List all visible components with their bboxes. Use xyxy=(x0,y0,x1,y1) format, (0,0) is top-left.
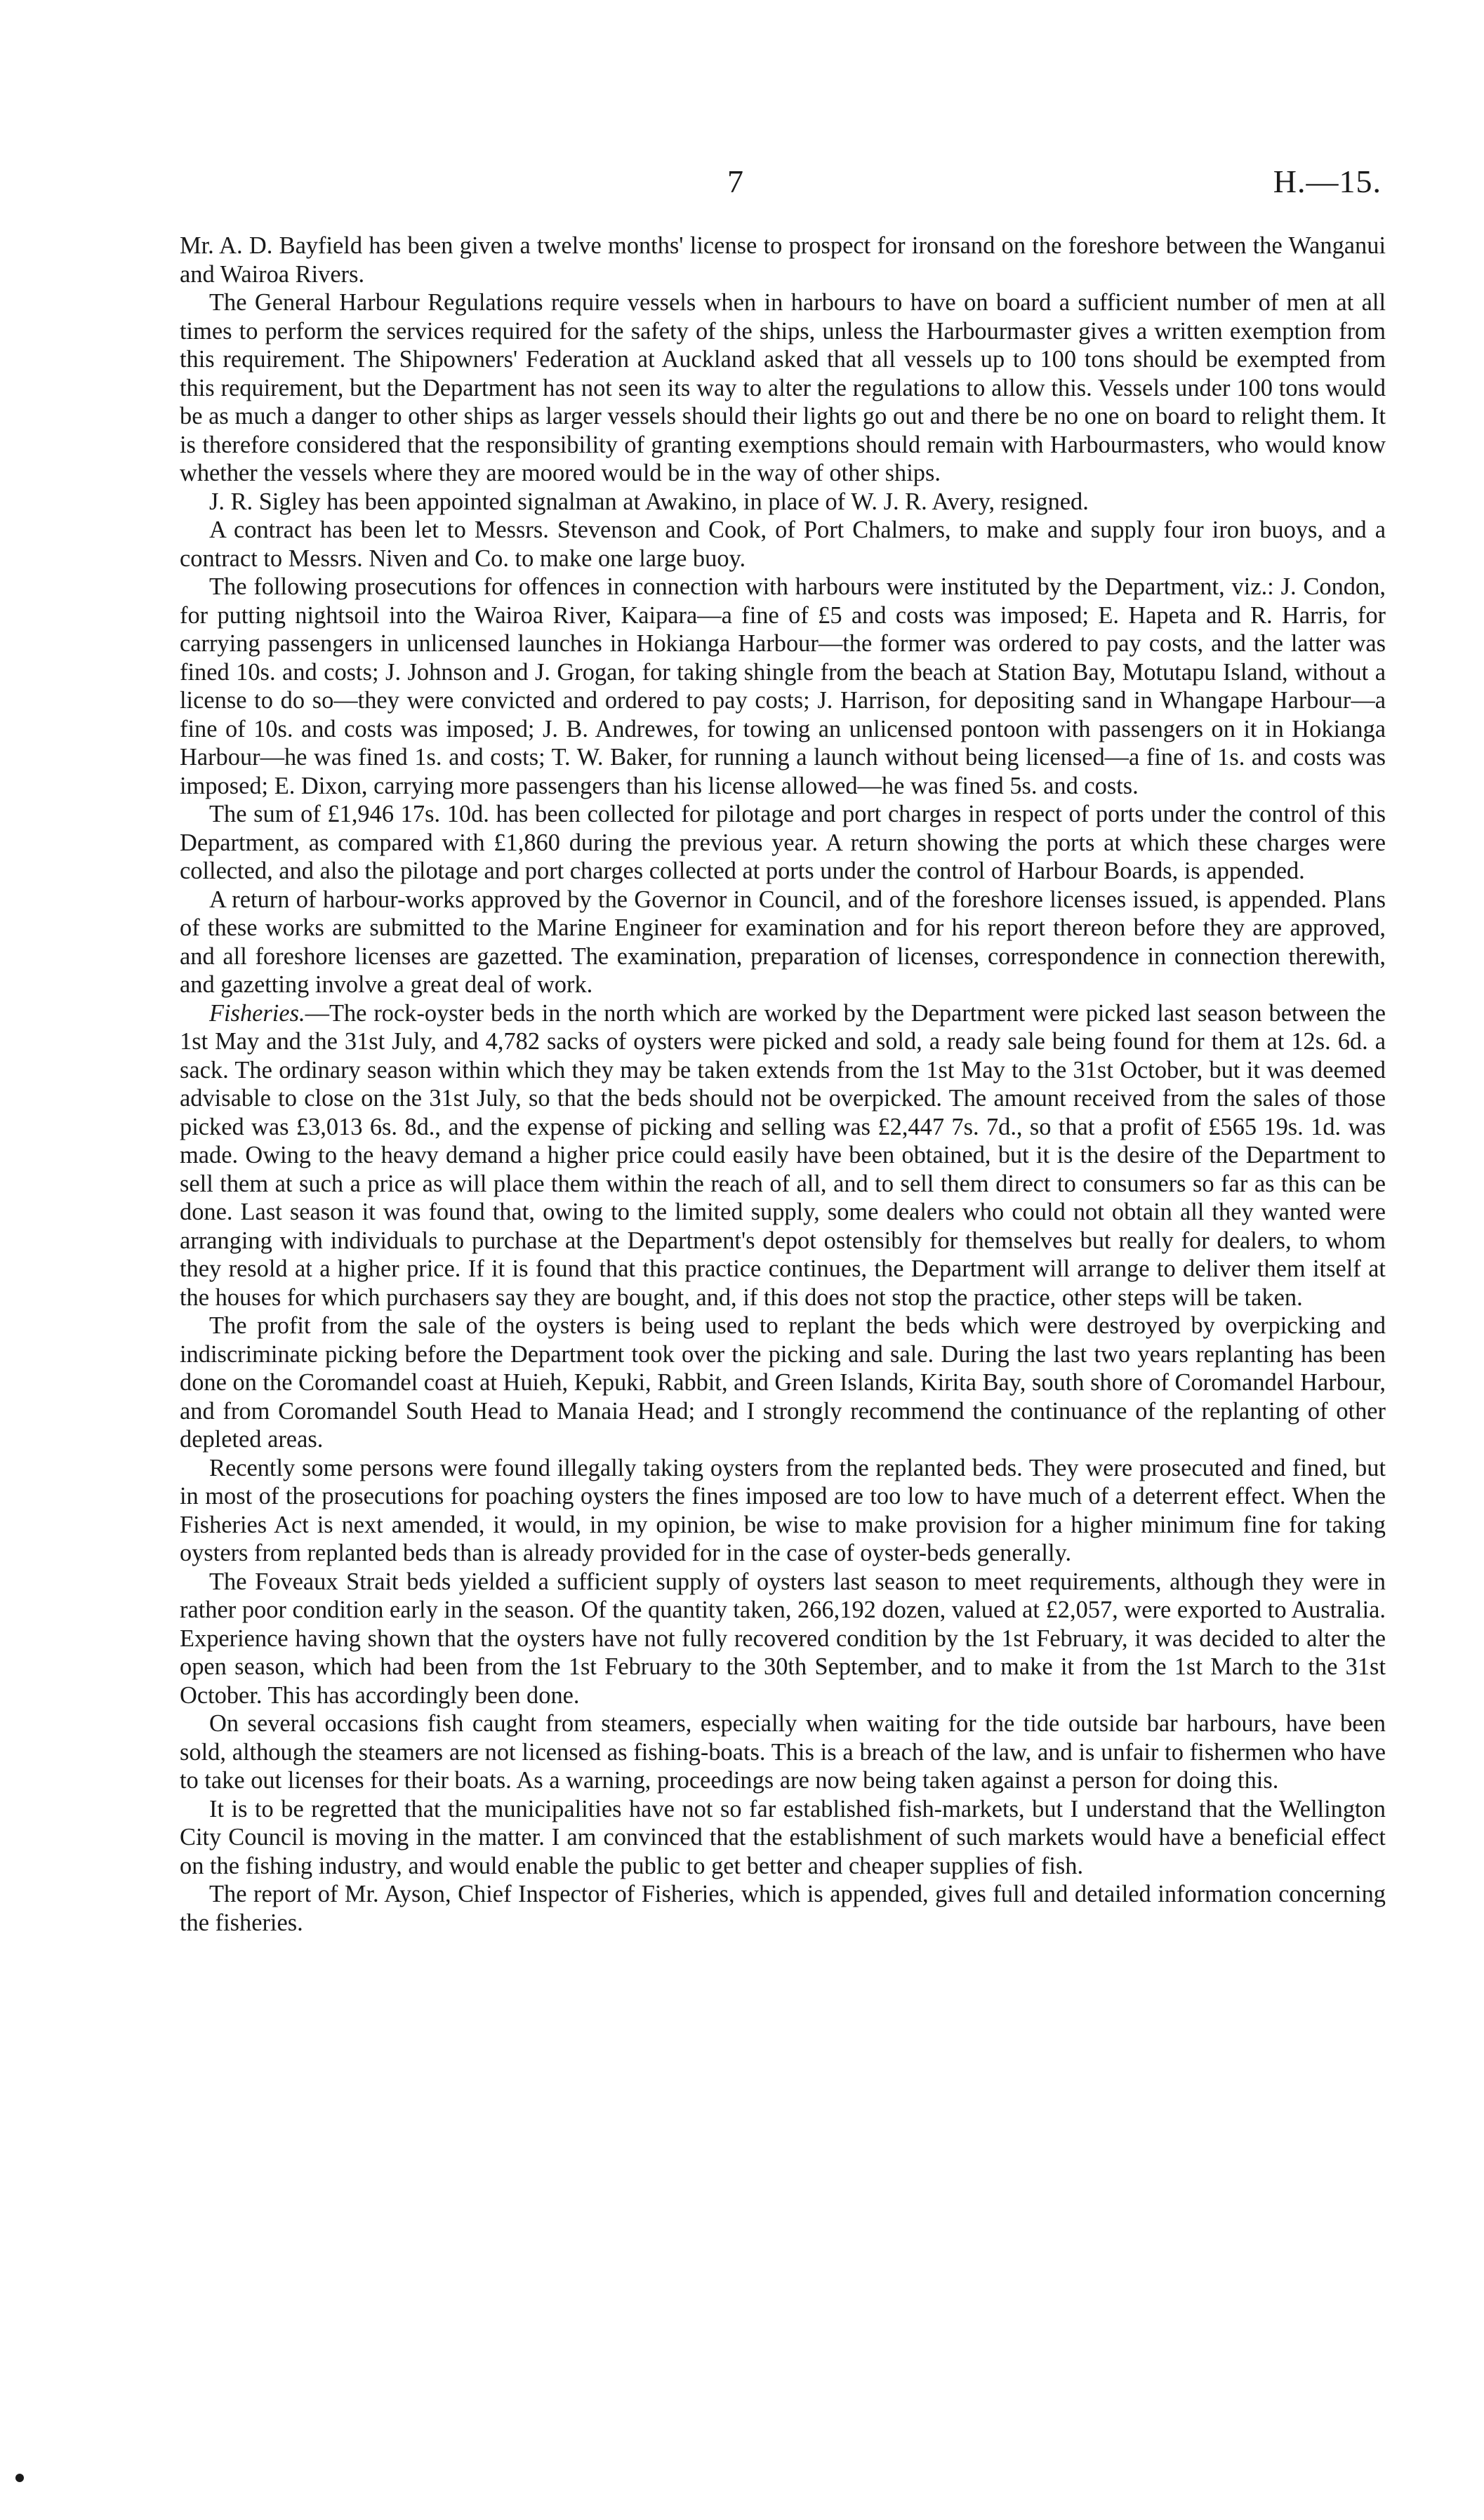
paragraph-harbour-works: A return of harbour-works approved by the Governor in Council, and of the foreshore licenses issued, is appended. Plans of these works are submitted to the Marine Engineer for examination and for his report thereon before they are approved, and all foreshore licenses are gazetted. The examination, preparation of licenses, correspondence in connection therewith, and gazetting involve a great deal of work. xyxy=(180,886,1386,998)
paragraph-prosecutions: The following prosecutions for offences in connection with harbours were instituted by the Department, viz.: J. Condon, for putting nightsoil into the Wairoa River, Kaipara—a fine of £5 and costs was imposed; E. Hapeta and R. Harris, for carrying passengers in unlicensed launches in Hokianga Harbour—the former was ordered to pay costs, and the latter was fined 10s. and costs; J. Johnson and J. Grogan, for taking shingle from the beach at Station Bay, Motutapu Island, without a license to do so—they were convicted and ordered to pay costs; J. Harrison, for depositing sand in Whangape Harbour—a fine of 10s. and costs was imposed; J. B. Andrewes, for towing an unlicensed pontoon with passengers on it in Hokianga Harbour—he was fined 1s. and costs; T. W. Baker, for running a launch without being licensed—a fine of 1s. and costs was imposed; E. Dixon, carrying more passengers than his license allowed—he was fined 5s. and costs. xyxy=(180,573,1386,799)
document-body xyxy=(180,232,1386,1937)
paragraph-pilotage-charges: The sum of £1,946 17s. 10d. has been collected for pilotage and port charges in respect of ports under the control of this Department, as compared with £1,860 during the previous year. A return showing the ports at which these charges were collected, and also the pilotage and port charges collected at ports under the control of Harbour Boards, is appended. xyxy=(180,801,1386,884)
margin-mark xyxy=(15,2474,24,2482)
section-heading-fisheries: Fisheries. xyxy=(209,999,305,1027)
page-header xyxy=(0,163,1484,212)
paragraph-replanting: The profit from the sale of the oysters is being used to replant the beds which were destroyed by overpicking and indiscriminate picking before the Department took over the picking and sale. During the last two years replanting has been done on the Coromandel coast at Huieh, Kepuki, Rabbit, and Green Islands, Kirita Bay, south shore of Coromandel Harbour, and from Coromandel South Head to Manaia Head; and I strongly recommend the continuance of the replanting of other depleted areas. xyxy=(180,1312,1386,1453)
paragraph-fisheries-oyster-beds xyxy=(180,999,1386,1312)
paragraph-bayfield-license: Mr. A. D. Bayfield has been given a twelve months' license to prospect for ironsand on the foreshore between the Wanganui and Wairoa Rivers. xyxy=(180,232,1386,288)
page-number: 7 xyxy=(727,164,743,199)
paragraph-harbour-regulations: The General Harbour Regulations require vessels when in harbours to have on board a sufficient number of men at all times to perform the services required for the safety of the ships, unless the Harbourmaster gives a written exemption from this requirement. The Shipowners' Federation at Auckland asked that all vessels up to 100 tons should be exempted from this requirement, but the Department has not seen its way to alter the regulations to allow this. Vessels under 100 tons would be as much a danger to other ships as larger vessels should their lights go out and there be no one on board to relight them. It is therefore considered that the responsibility of granting exemptions should remain with Harbourmasters, who would know whether the vessels where they are moored would be in the way of other ships. xyxy=(180,289,1386,486)
paragraph-buoy-contract: A contract has been let to Messrs. Stevenson and Cook, of Port Chalmers, to make and supply four iron buoys, and a contract to Messrs. Niven and Co. to make one large buoy. xyxy=(180,516,1386,572)
fisheries-text: —The rock-oyster beds in the north which are worked by the Department were picked last season between the 1st May and the 31st July, and 4,782 sacks of oysters were picked and sold, a ready sale being found for them at 12s. 6d. a sack. The ordinary season within which they may be taken extends from the 1st May to the 31st October, but it was deemed advisable to close on the 31st July, so that the beds should not be overpicked. The amount received from the sales of those picked was £3,013 6s. 8d., and the expense of picking and selling was £2,447 7s. 7d., so that a profit of £565 19s. 1d. was made. Owing to the heavy demand a higher price could easily have been obtained, but it is the desire of the Department to sell them at such a price as will place them within the reach of all, and to sell them direct to consumers so far as this can be done. Last season it was found that, owing to the limited supply, some dealers who could not obtain all they wanted were arranging with individuals to purchase at the Department's depot ostensibly for themselves but really for dealers, to whom they resold at a higher price. If it is found that this practice continues, the Department will arrange to deliver them itself at the houses for which purchasers say they are bought, and, if this does not stop the practice, other steps will be taken. xyxy=(180,999,1386,1311)
paragraph-foveaux-strait: The Foveaux Strait beds yielded a sufficient supply of oysters last season to meet requirements, although they were in rather poor condition early in the season. Of the quantity taken, 266,192 dozen, valued at £2,057, were exported to Australia. Experience having shown that the oysters have not fully recovered condition by the 1st February, it was decided to alter the open season, which had been from the 1st February to the 30th September, and to make it from the 1st March to the 31st October. This has accordingly been done. xyxy=(180,1568,1386,1709)
paragraph-ayson-report: The report of Mr. Ayson, Chief Inspector of Fisheries, which is appended, gives full and detailed information concerning the fisheries. xyxy=(180,1881,1386,1936)
paragraph-fish-markets: It is to be regretted that the municipalities have not so far established fish-markets, but I understand that the Wellington City Council is moving in the matter. I am convinced that the establishment of such markets would have a beneficial effect on the fishing industry, and would enable the public to get better and cheaper supplies of fish. xyxy=(180,1795,1386,1879)
paragraph-signalman-appointment: J. R. Sigley has been appointed signalman at Awakino, in place of W. J. R. Avery, resigned. xyxy=(209,488,1089,515)
document-reference: H.—15. xyxy=(1273,164,1382,199)
paragraph-poaching: Recently some persons were found illegally taking oysters from the replanted beds. They were prosecuted and fined, but in most of the prosecutions for poaching oysters the fines imposed are too low to have much of a deterrent effect. When the Fisheries Act is next amended, it would, in my opinion, be wise to make provision for a higher minimum fine for taking oysters from replanted beds than is already provided for in the case of oyster-beds generally. xyxy=(180,1454,1386,1566)
paragraph-steamer-fish: On several occasions fish caught from steamers, especially when waiting for the tide outside bar harbours, have been sold, although the steamers are not licensed as fishing-boats. This is a breach of the law, and is unfair to fishermen who have to take out licenses for their boats. As a warning, proceedings are now being taken against a person for doing this. xyxy=(180,1710,1386,1794)
